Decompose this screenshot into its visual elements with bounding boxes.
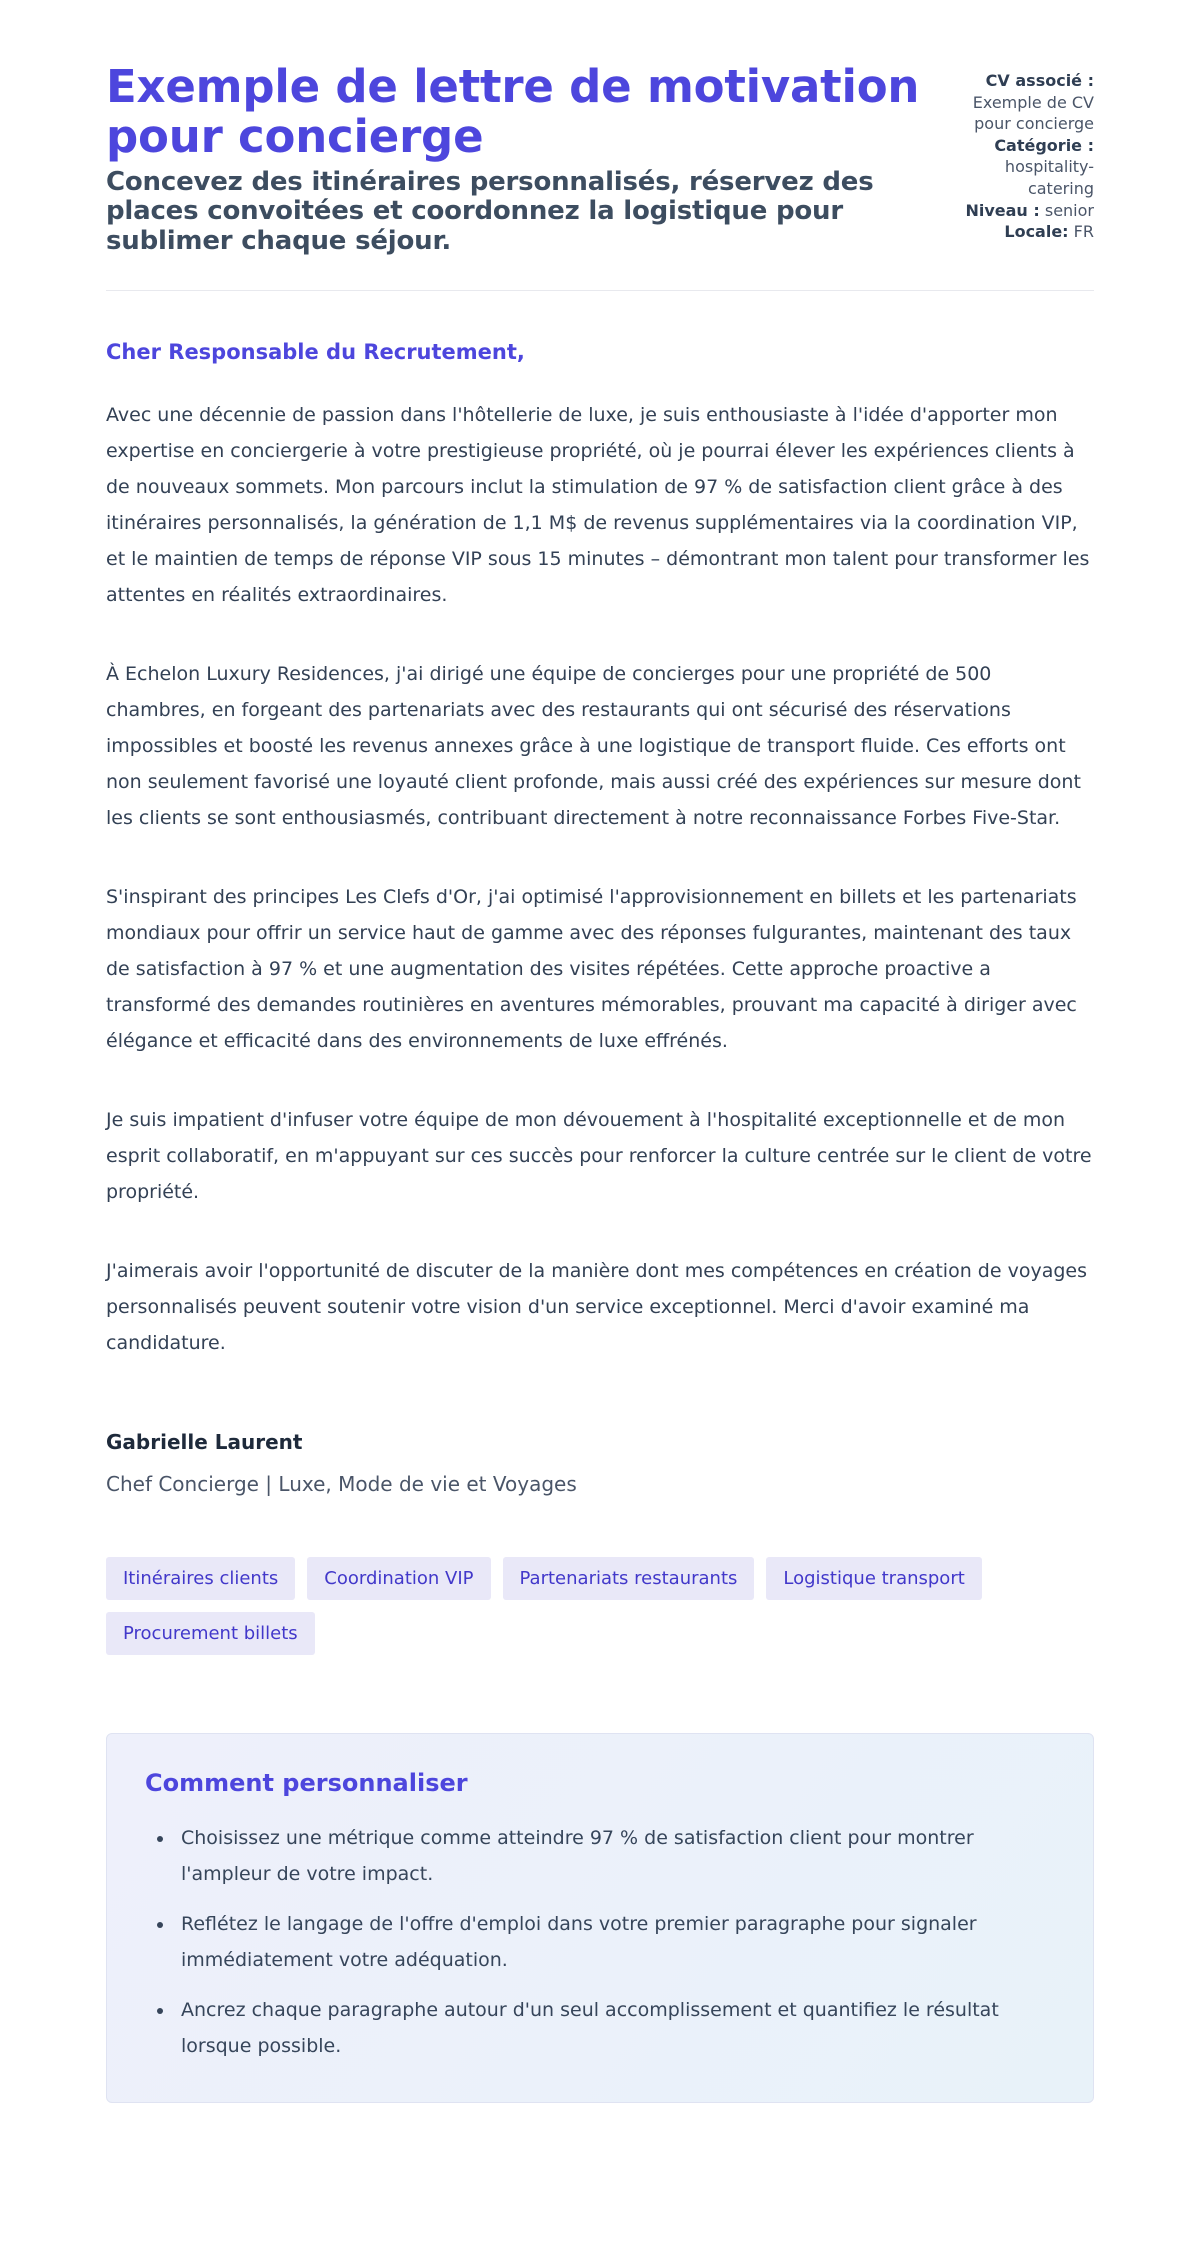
letter-paragraph: Avec une décennie de passion dans l'hôtellerie de luxe, je suis enthousiaste à l'idée d'apporter mon expertise en conciergerie à votre prestigieuse propriété, où je pourrai élever les expériences clients à de nouveaux sommets. Mon parcours inclut la stimulation de 97 % de satisfaction client grâce à des itinéraires personnalisés, la génération de 1,1 M$ de revenus supplémentaires via la coordination VIP, et le maintien de temps de réponse VIP sous 15 minutes – démontrant mon talent pour transformer les attentes en réalités extraordinaires. (106, 403, 1090, 606)
meta-locale-value: FR (1073, 222, 1094, 242)
header-divider (106, 290, 1094, 291)
letter-paragraph: À Echelon Luxury Residences, j'ai dirigé une équipe de concierges pour une propriété de 500 chambres, en forgeant des partenariats avec des restaurants qui ont sécurisé des réservations impossibles et boosté les revenus annexes grâce à une logistique de transport fluide. Ces efforts ont non seulement favorisé une loyauté client profonde, mais aussi créé des expériences sur mesure dont les clients se sont enthousiasmés, contribuant directement à notre reconnaissance Forbes Five-Star. (106, 662, 1081, 829)
skill-tags (106, 1557, 1094, 1655)
meta-locale-label: Locale: (1004, 222, 1069, 242)
tip-item: • Choisissez une métrique comme atteindre 97 % de satisfaction client pour montrer l'ampleur de votre impact. (175, 1820, 1055, 1892)
meta-locale (960, 221, 1094, 243)
skill-tag: Procurement billets (106, 1612, 315, 1655)
cover-letter-page (106, 0, 1094, 2161)
tip-item: • Reflétez le langage de l'offre d'emploi dans votre premier paragraphe pour signaler immédiatement votre adéquation. (175, 1906, 1055, 1978)
meta-cv-label: CV associé : (985, 71, 1094, 90)
meta-category (960, 135, 1094, 200)
signature-name: Gabrielle Laurent (106, 1429, 303, 1454)
letter-body (106, 337, 1094, 1655)
meta-level-label: Niveau : (965, 200, 1040, 220)
letter-paragraph: S'inspirant des principes Les Clefs d'Or, j'ai optimisé l'approvisionnement en billets et les partenariats mondiaux pour offrir un service haut de gamme avec des réponses fulgurantes, maintenant des taux de satisfaction à 97 % et une augmentation des visites répétées. Cette approche proactive a transformé des demandes routinières en aventures mémorables, prouvant ma capacité à diriger avec élégance et efficacité dans des environnements de luxe effrénés. (106, 885, 1077, 1052)
tips-list (145, 1820, 1055, 2064)
meta-cv (960, 70, 1094, 135)
page-header (106, 62, 1094, 256)
tip-item: • Ancrez chaque paragraphe autour d'un seul accomplissement et quantifiez le résultat lorsque possible. (175, 1992, 1055, 2064)
page-subtitle: Concevez des itinéraires personnalisés, réservez des places convoitées et coordonnez la logistique pour sublimer chaque séjour. (106, 166, 874, 256)
page-title: Exemple de lettre de motivation pour concierge (106, 60, 920, 164)
letter-paragraph: Je suis impatient d'infuser votre équipe de mon dévouement à l'hospitalité exceptionnelle et de mon esprit collaboratif, en m'appuyant sur ces succès pour renforcer la culture centrée sur le client de votre propriété. (106, 1108, 1092, 1203)
skill-tag: Logistique transport (766, 1557, 981, 1600)
letter-greeting: Cher Responsable du Recrutement, (106, 339, 525, 364)
signature-role: Chef Concierge | Luxe, Mode de vie et Voyages (106, 1471, 577, 1496)
skill-tag: Coordination VIP (307, 1557, 490, 1600)
customization-tips-box (106, 1733, 1094, 2103)
meta-category-value: hospitality-catering (1004, 157, 1094, 198)
header-title-block (106, 62, 960, 256)
letter-paragraph: J'aimerais avoir l'opportunité de discuter de la manière dont mes compétences en création de voyages personnalisés peuvent soutenir votre vision d'un service exceptionnel. Merci d'avoir examiné ma candidature. (106, 1259, 1087, 1354)
skill-tag: Partenariats restaurants (503, 1557, 755, 1600)
meta-level-value: senior (1044, 200, 1094, 220)
meta-cv-value: Exemple de CV pour concierge (972, 92, 1094, 134)
meta-level (960, 200, 1094, 222)
tips-title: Comment personnaliser (145, 1768, 468, 1797)
document-meta (960, 70, 1094, 243)
skill-tag: Itinéraires clients (106, 1557, 295, 1600)
meta-category-label: Catégorie : (994, 135, 1094, 155)
